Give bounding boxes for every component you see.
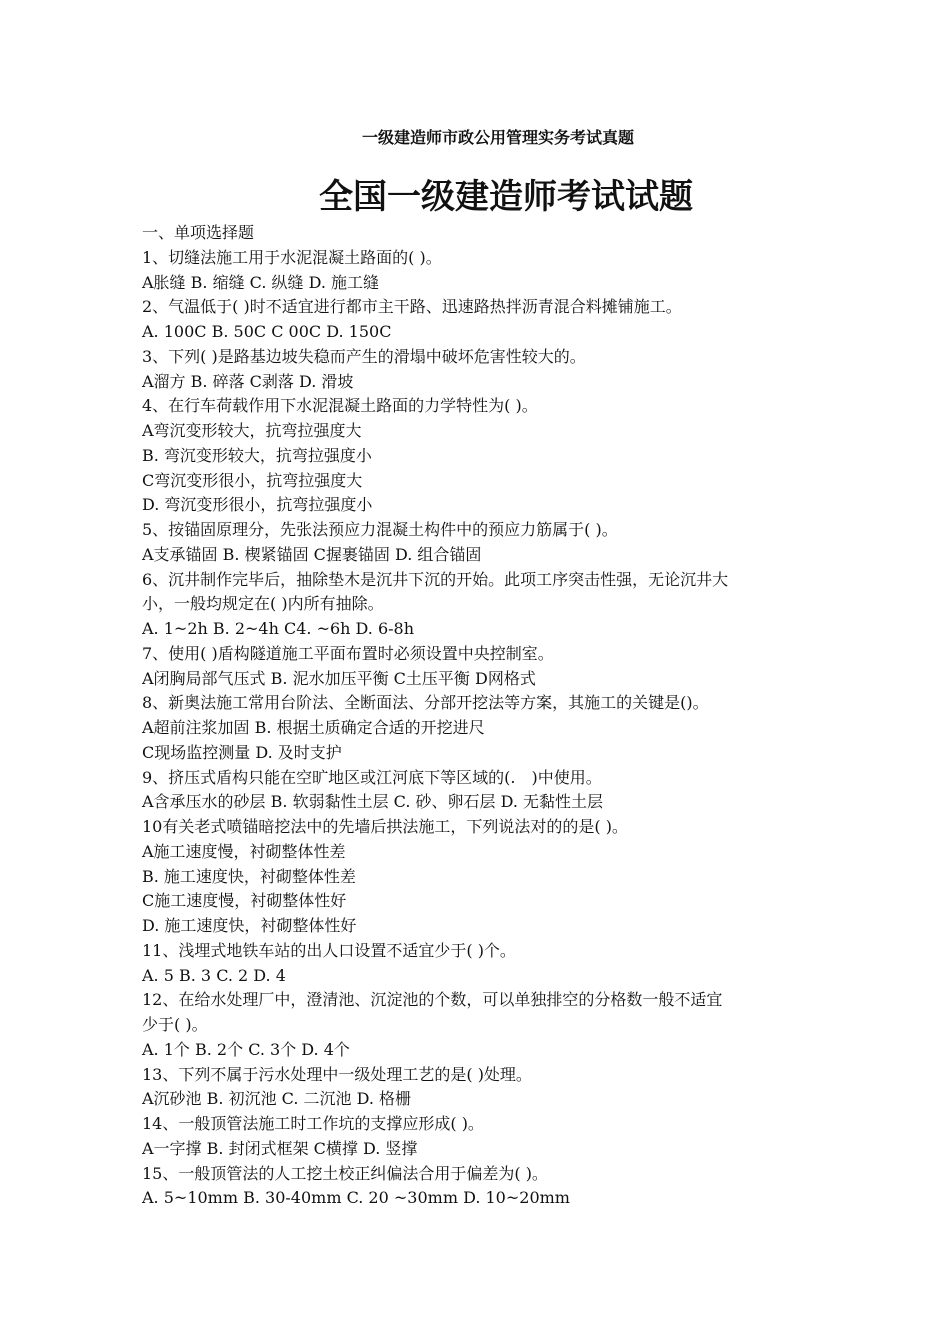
question-line: 4、在行车荷载作用下水泥混凝土路面的力学特性为( )。 bbox=[142, 396, 538, 416]
answer-options: A. 5~10mm B. 30-40mm C. 20 ~30mm D. 10~20mm bbox=[142, 1188, 570, 1208]
answer-options: C施工速度慢，衬砌整体性好 bbox=[142, 891, 347, 911]
question-line: 8、新奥法施工常用台阶法、全断面法、分部开挖法等方案，其施工的关键是()。 bbox=[142, 693, 709, 713]
question-line-continued: 少于( )。 bbox=[142, 1015, 208, 1034]
question-line: 3、下列( )是路基边坡失稳而产生的滑塌中破坏危害性较大的。 bbox=[142, 346, 586, 366]
question-list bbox=[142, 221, 842, 1211]
question-line: 15、一般顶管法的人工挖土校正纠偏法合用于偏差为( )。 bbox=[142, 1163, 548, 1183]
answer-options: A溜方 B. 碎落 C剥落 D. 滑坡 bbox=[142, 371, 354, 391]
question-line: 1、切缝法施工用于水泥混凝土路面的( )。 bbox=[142, 247, 442, 267]
answer-options: D. 弯沉变形很小，抗弯拉强度小 bbox=[142, 495, 373, 515]
question-line: 9、挤压式盾构只能在空旷地区或江河底下等区域的(. )中使用。 bbox=[142, 767, 602, 787]
question-line: 13、下列不属于污水处理中一级处理工艺的是( )处理。 bbox=[142, 1064, 532, 1084]
question-line-continued: 小，一般均规定在( )内所有抽除。 bbox=[142, 594, 384, 614]
answer-options: D. 施工速度快，衬砌整体性好 bbox=[142, 916, 357, 935]
answer-options: A. 1个 B. 2个 C. 3个 D. 4个 bbox=[142, 1039, 350, 1059]
question-line: 11、浅埋式地铁车站的出人口设置不适宜少于( )个。 bbox=[142, 940, 516, 960]
answer-options: A一字撑 B. 封闭式框架 C横撑 D. 竖撑 bbox=[142, 1138, 418, 1158]
answer-options: A超前注浆加固 B. 根据土质确定合适的开挖进尺 bbox=[142, 718, 485, 737]
question-line: 10有关老式喷锚暗挖法中的先墙后拱法施工，下列说法对的的是( )。 bbox=[142, 817, 628, 836]
answer-options: A. 5 B. 3 C. 2 D. 4 bbox=[142, 965, 286, 985]
document-title: 一级建造师市政公用管理实务考试真题 bbox=[361, 128, 634, 147]
answer-options: B. 弯沉变形较大，抗弯拉强度小 bbox=[142, 445, 372, 465]
question-line: 14、一般顶管法施工时工作坑的支撑应形成( )。 bbox=[142, 1114, 484, 1133]
answer-options: A沉砂池 B. 初沉池 C. 二沉池 D. 格栅 bbox=[142, 1089, 412, 1109]
answer-options: C弯沉变形很小，抗弯拉强度大 bbox=[142, 470, 363, 490]
answer-options: A含承压水的砂层 B. 软弱黏性土层 C. 砂、卵石层 D. 无黏性土层 bbox=[142, 792, 604, 812]
question-line: 5、按锚固原理分，先张法预应力混凝土构件中的预应力筋属于( )。 bbox=[142, 520, 618, 539]
question-line: 2、气温低于( )时不适宜进行都市主干路、迅速路热拌沥青混合料摊铺施工。 bbox=[142, 297, 682, 317]
answer-options: A弯沉变形较大，抗弯拉强度大 bbox=[142, 421, 362, 440]
main-heading: 全国一级建造师考试试题 bbox=[319, 177, 693, 217]
answer-options: A支承锚固 B. 楔紧锚固 C握裹锚固 D. 组合锚固 bbox=[142, 544, 482, 564]
question-line: 6、沉井制作完毕后，抽除垫木是沉井下沉的开始。此项工序突击性强，无论沉井大 bbox=[142, 569, 729, 589]
section-heading: 一、单项选择题 bbox=[142, 223, 255, 242]
answer-options: C现场监控测量 D. 及时支护 bbox=[142, 742, 342, 762]
answer-options: A. 1~2h B. 2~4h C4. ~6h D. 6-8h bbox=[142, 619, 415, 638]
answer-options: A施工速度慢，衬砌整体性差 bbox=[142, 841, 346, 861]
question-line: 12、在给水处理厂中，澄清池、沉淀池的个数，可以单独排空的分格数一般不适宜 bbox=[142, 990, 723, 1010]
answer-options: A闭胸局部气压式 B. 泥水加压平衡 C土压平衡 D网格式 bbox=[142, 668, 536, 688]
answer-options: A胀缝 B. 缩缝 C. 纵缝 D. 施工缝 bbox=[142, 272, 380, 292]
answer-options: A. 100C B. 50C C 00C D. 150C bbox=[142, 322, 392, 341]
question-line: 7、使用( )盾构隧道施工平面布置时必须设置中央控制室。 bbox=[142, 643, 554, 663]
answer-options: B. 施工速度快，衬砌整体性差 bbox=[142, 866, 356, 886]
